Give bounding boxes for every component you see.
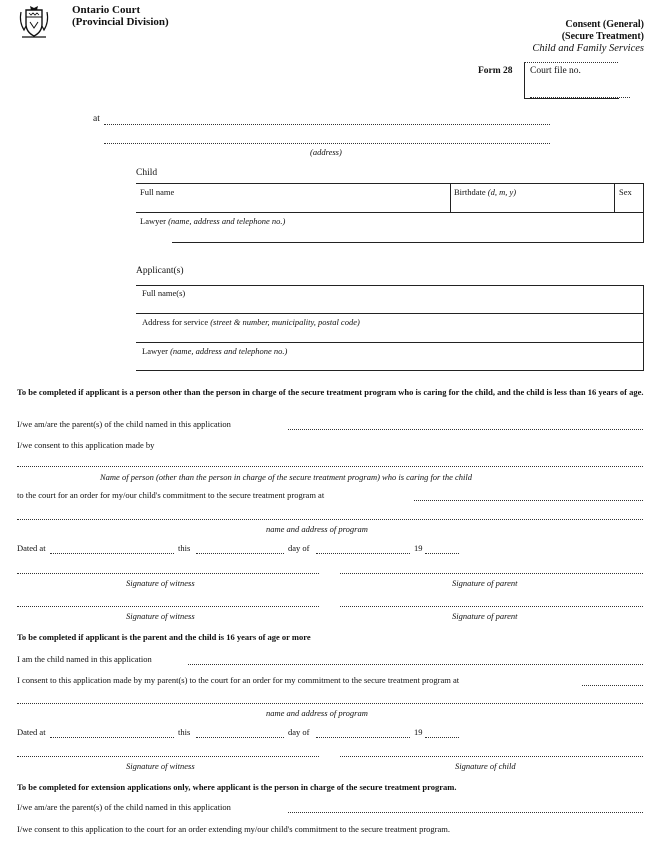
section2-witness-caption: Signature of witness [126, 761, 195, 771]
section2-dated-at-label: Dated at [17, 727, 46, 737]
section1-parent-statement: I/we am/are the parent(s) of the child named in this application [17, 419, 231, 429]
section3-parent-name-field[interactable] [288, 812, 643, 813]
form-title-secure: (Secure Treatment) [561, 31, 644, 42]
applicant-address-field[interactable] [136, 342, 644, 343]
section1-program-field[interactable] [414, 500, 643, 501]
section1-caregiver-caption: Name of person (other than the person in charge of the secure treatment program) who is caring for the child [100, 472, 472, 482]
section2-day-of-label: day of [288, 727, 310, 737]
section1-parent-signature-field-2[interactable] [340, 606, 643, 607]
section2-child-caption: Signature of child [455, 761, 516, 771]
child-lawyer-field[interactable] [172, 242, 644, 243]
section2-child-name-field[interactable] [188, 664, 643, 665]
section2-witness-signature-field[interactable] [17, 756, 319, 757]
form-title: Consent (General) [565, 19, 644, 30]
section2-month-field[interactable] [316, 737, 410, 738]
child-full-name-label: Full name [140, 187, 175, 197]
section2-year-label: 19 [414, 727, 423, 737]
court-name: Ontario Court [72, 4, 141, 16]
form-number: Form 28 [478, 66, 513, 76]
section1-parent-caption-2: Signature of parent [452, 611, 518, 621]
section1-day-of-label: day of [288, 543, 310, 553]
court-location-field[interactable] [104, 124, 550, 125]
section1-dated-at-label: Dated at [17, 543, 46, 553]
section1-heading: To be completed if applicant is a person other than the person in charge of the secure treatment program who is caring for the child, and the child is less than 16 years of age. [17, 387, 644, 397]
court-address-field[interactable] [104, 143, 550, 144]
section1-year-field[interactable] [425, 553, 459, 554]
applicant-lawyer-field[interactable] [136, 370, 644, 371]
form-subtitle: Child and Family Services [532, 43, 644, 54]
section1-caregiver-field[interactable] [17, 466, 643, 467]
section2-consent-statement: I consent to this application made by my parent(s) to the court for an order for my commitment to the secure treatment program at [17, 675, 460, 685]
section1-witness-caption: Signature of witness [126, 578, 195, 588]
section1-program-address-field[interactable] [17, 519, 643, 520]
applicant-full-name-field[interactable] [136, 313, 644, 314]
section1-program-caption: name and address of program [266, 524, 368, 534]
section1-commitment-statement: to the court for an order for my/our child's commitment to the secure treatment program at [17, 490, 325, 500]
applicant-full-name-label: Full name(s) [142, 288, 186, 298]
address-caption: (address) [310, 147, 342, 157]
court-file-label: Court file no. [530, 66, 581, 76]
child-section-label: Child [136, 168, 158, 178]
section1-parent-name-field[interactable] [288, 429, 643, 430]
applicant-address-label: Address for service (street & number, municipality, postal code) [142, 317, 360, 327]
section3-consent-statement: I/we consent to this application to the court for an order extending my/our child's commitment to the secure treatment program. [17, 824, 451, 834]
section2-program-address-field[interactable] [17, 703, 643, 704]
section1-parent-caption: Signature of parent [452, 578, 518, 588]
section1-this-label: this [178, 543, 191, 553]
ontario-coat-of-arms-logo [18, 4, 50, 40]
child-birthdate-label: Birthdate (d, m, y) [454, 187, 517, 197]
section1-month-field[interactable] [316, 553, 410, 554]
section1-witness-signature-field-2[interactable] [17, 606, 319, 607]
section3-heading: To be completed for extension applications only, where applicant is the person in charge of the secure treatment program. [17, 782, 457, 792]
section1-witness-caption-2: Signature of witness [126, 611, 195, 621]
section1-year-label: 19 [414, 543, 423, 553]
child-sex-label: Sex [619, 187, 632, 197]
court-division: (Provincial Division) [72, 16, 169, 28]
section1-parent-signature-field[interactable] [340, 573, 643, 574]
section3-parent-statement: I/we am/are the parent(s) of the child named in this application [17, 802, 231, 812]
applicant-lawyer-label: Lawyer (name, address and telephone no.) [142, 346, 288, 356]
applicants-section-label: Applicant(s) [136, 266, 184, 276]
child-lawyer-label: Lawyer (name, address and telephone no.) [140, 216, 286, 226]
section2-this-label: this [178, 727, 191, 737]
court-file-field[interactable] [530, 97, 630, 98]
section2-heading: To be completed if applicant is the parent and the child is 16 years of age or more [17, 632, 311, 642]
section2-child-signature-field[interactable] [340, 756, 643, 757]
section2-year-field[interactable] [425, 737, 459, 738]
section2-program-caption: name and address of program [266, 708, 368, 718]
section2-day-field[interactable] [196, 737, 284, 738]
section2-program-field[interactable] [582, 685, 643, 686]
section1-consent-statement: I/we consent to this application made by [17, 440, 155, 450]
section2-child-statement: I am the child named in this application [17, 654, 152, 664]
section1-witness-signature-field[interactable] [17, 573, 319, 574]
child-full-name-field[interactable] [136, 212, 644, 213]
section1-day-field[interactable] [196, 553, 284, 554]
at-label: at [93, 114, 100, 124]
section2-dated-at-field[interactable] [50, 737, 174, 738]
section1-dated-at-field[interactable] [50, 553, 174, 554]
